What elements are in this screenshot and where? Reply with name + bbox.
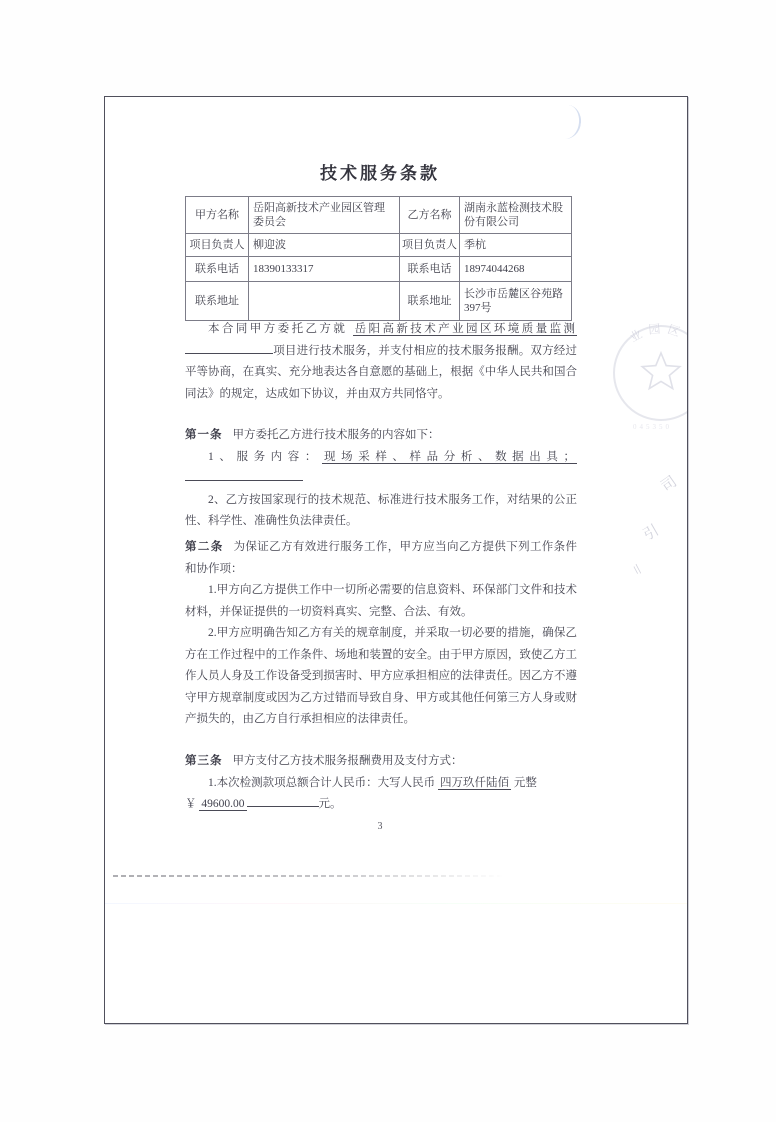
- section-2-item-2: 2.甲方应明确告知乙方有关的规章制度，并采取一切必要的措施，确保乙方在工作过程中的工作条件、场地和装置的安全。由于甲方原因，致使乙方工作人员人身及工作设备受到损害时、甲方应承担相应的法律责任。因乙方不遵守甲方规章制度或因为乙方过错而导致自身、甲方或其他任何第三方人身或财产损失的，由乙方自行承担相应的法律责任。: [185, 627, 577, 725]
- party-b-address-value: 长沙市岳麓区谷苑路 397号: [460, 282, 572, 321]
- party-a-manager-label: 项目负责人: [186, 234, 249, 257]
- section-2-item-1: 1.甲方向乙方提供工作中一切所必需要的信息资料、环保部门文件和技术材料，并保证提供的一切资料真实、完整、合法、有效。: [185, 584, 577, 618]
- service-content-underlined: 现场采样、样品分析、数据出具；: [324, 450, 575, 463]
- seal-star-icon: [642, 353, 680, 389]
- party-a-name-value: 岳阳高新技术产业园区管理委员会: [249, 197, 400, 234]
- seal-fragment-char: 司: [658, 473, 681, 496]
- currency-symbol: ￥: [185, 798, 197, 810]
- seal-fragment-char: 〢: [628, 560, 646, 579]
- party-b-address-label: 联系地址: [400, 282, 460, 321]
- table-row: [186, 234, 572, 257]
- scanner-noise-line: [105, 903, 687, 904]
- section-2-heading-text: 为保证乙方有效进行服务工作，甲方应当向乙方提供下列工作条件和协作项：: [185, 541, 578, 575]
- party-a-phone-label: 联系电话: [186, 257, 249, 282]
- parties-info-table: [185, 196, 572, 321]
- round-company-seal: [603, 307, 688, 435]
- section-1-heading-text: 甲方委托乙方进行技术服务的内容如下：: [232, 429, 440, 441]
- amount-unit: 元。: [318, 798, 342, 810]
- seal-serial-digits: 045350: [633, 423, 672, 431]
- section-3-heading-line: [185, 751, 577, 773]
- section-1-heading-line: [185, 425, 577, 447]
- party-a-phone-value: 18390133317: [249, 257, 400, 282]
- section-1: [185, 425, 577, 533]
- intro-prefix: 本合同甲方委托乙方就: [208, 323, 348, 335]
- party-b-manager-label: 项目负责人: [400, 234, 460, 257]
- seal-fragment-char: 引: [640, 521, 664, 544]
- blank-underline: [185, 469, 303, 481]
- section-2-heading-line: [185, 537, 577, 580]
- pen-mark-arc: [555, 104, 582, 140]
- seal-arc-text: 业园区: [627, 321, 688, 345]
- amount-sentence-suffix: 元整: [513, 776, 537, 789]
- party-a-name-label: 甲方名称: [186, 197, 249, 234]
- section-1-item-1: [185, 447, 577, 490]
- blank-underline: [247, 795, 319, 807]
- party-a-address-label: 联系地址: [186, 282, 249, 321]
- amount-sentence-prefix: 1.本次检测款项总额合计人民币：大写人民币: [208, 776, 436, 789]
- intro-text: [185, 319, 577, 405]
- party-b-phone-label: 联系电话: [400, 257, 460, 282]
- intro-paragraph: [185, 319, 577, 405]
- party-a-manager-value: 柳迎波: [249, 234, 400, 257]
- section-1-item-2: 2、乙方按国家现行的技术规范、标准进行技术服务工作，对结果的公正性、科学性、准确性负法律责任。: [185, 493, 577, 527]
- seal-fragment: [613, 465, 688, 595]
- party-b-name-value: 湖南永蓝检测技术股份有限公司: [460, 197, 572, 234]
- amount-number-underlined: 49600.00: [201, 798, 245, 810]
- table-row: [186, 197, 572, 234]
- section-3: [185, 751, 577, 816]
- section-1-heading: 第一条: [185, 429, 223, 441]
- amount-in-words-underlined: 四万玖仟陆佰: [440, 776, 509, 789]
- project-name-underlined: 岳阳高新技术产业园区环境质量监测: [354, 323, 576, 335]
- table-row: [186, 257, 572, 282]
- section-2-heading: 第二条: [185, 541, 224, 553]
- blank-underline: [185, 342, 273, 354]
- faded-separator-line: [113, 875, 505, 877]
- service-content-label: 1、服务内容：: [208, 450, 322, 463]
- table-row: [186, 282, 572, 321]
- party-b-name-label: 乙方名称: [400, 197, 460, 234]
- amount-figure-line: [185, 794, 577, 816]
- party-b-phone-value: 18974044268: [460, 257, 572, 282]
- party-a-address-value: [249, 282, 400, 321]
- document-sheet: [104, 96, 688, 1024]
- intro-rest: 项目进行技术服务，并支付相应的技术服务报酬。双方经过平等协商，在真实、充分地表达各自意愿的基础上，根据《中华人民共和国合同法》的规定，达成如下协议，并由双方共同恪守。: [185, 344, 577, 400]
- section-3-heading: 第三条: [185, 755, 223, 767]
- page-title: 技术服务条款: [320, 164, 440, 183]
- page-number: 3: [377, 821, 383, 832]
- section-3-item-1: [185, 773, 577, 795]
- party-b-manager-value: 季杭: [460, 234, 572, 257]
- section-3-heading-text: 甲方支付乙方技术服务报酬费用及支付方式：: [232, 755, 463, 767]
- section-2: [185, 537, 577, 731]
